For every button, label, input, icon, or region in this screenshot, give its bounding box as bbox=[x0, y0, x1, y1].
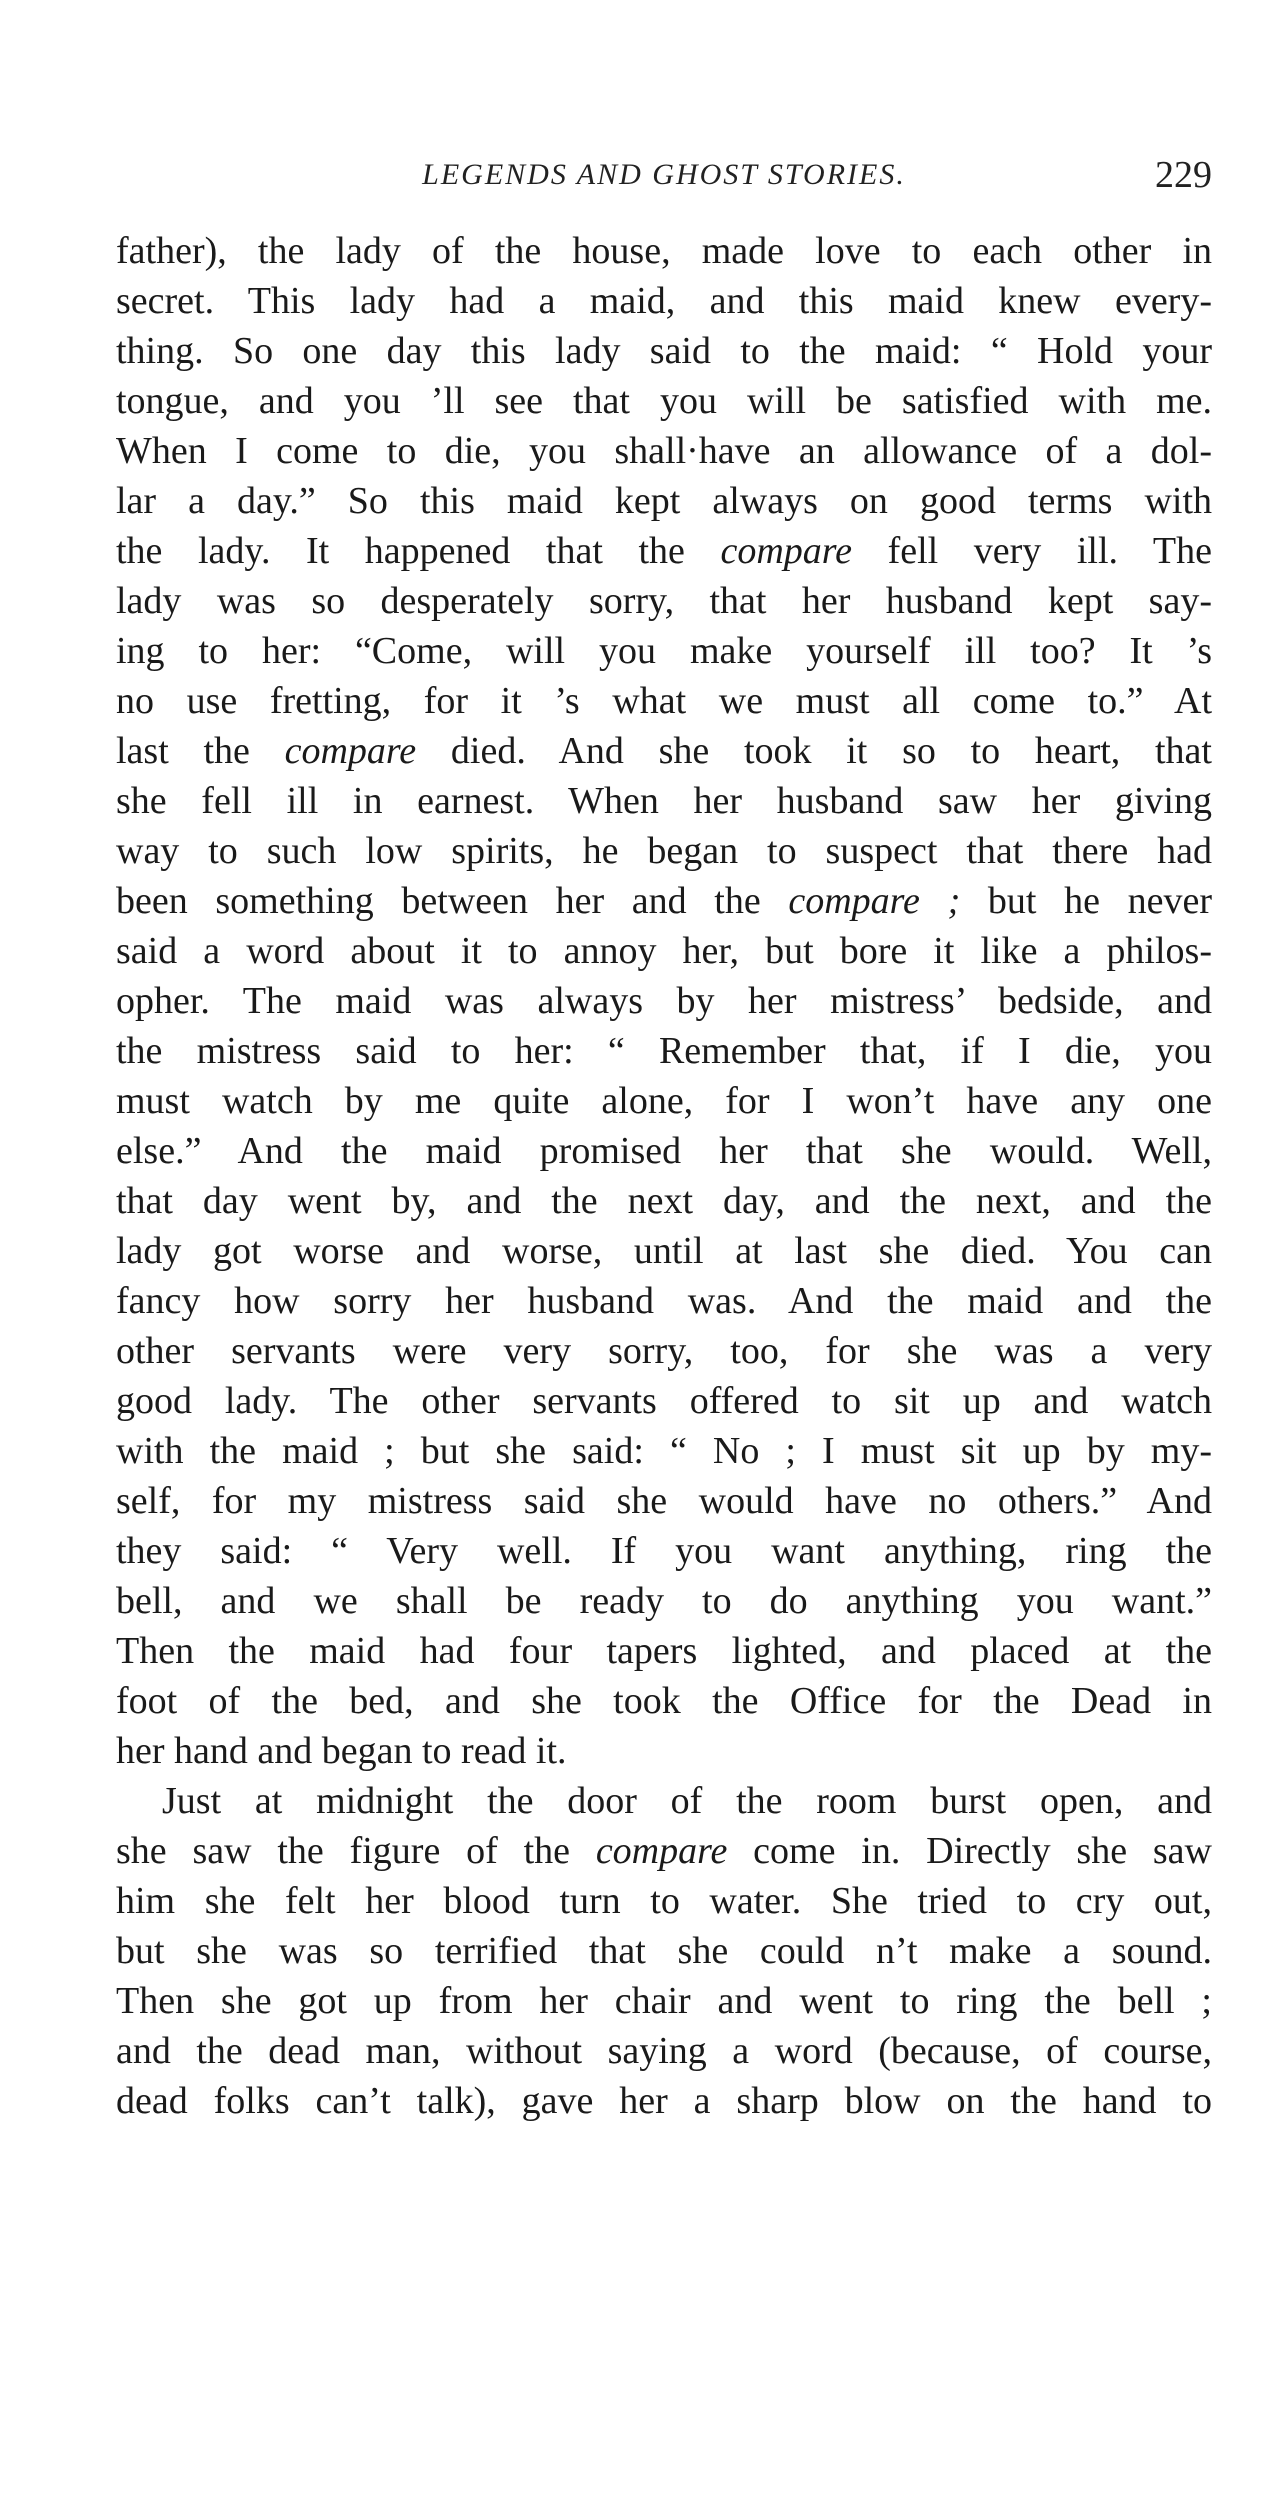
text-line bbox=[116, 1426, 1212, 1476]
text-line bbox=[116, 276, 1212, 326]
text-segment: died. And she took it so to heart, that bbox=[416, 730, 1212, 772]
text-segment: him she felt her blood turn to water. She tried to cry out, bbox=[116, 1880, 1212, 1922]
text-segment: Then she got up from her chair and went to ring the bell ; bbox=[116, 1980, 1212, 2022]
text-segment: fell very ill. The bbox=[852, 530, 1212, 572]
text-segment: with the maid ; but she said: “ No ; I must sit up by my- bbox=[116, 1430, 1212, 1472]
text-line bbox=[116, 426, 1212, 476]
text-segment: bell, and we shall be ready to do anything you want.” bbox=[116, 1580, 1212, 1622]
text-segment: ing to her: “Come, will you make yourself ill too? It ’s bbox=[116, 630, 1212, 672]
text-line bbox=[116, 1726, 1212, 1776]
text-segment: no use fretting, for it ’s what we must all come to.” At bbox=[116, 680, 1212, 722]
italic-word: compare ; bbox=[788, 880, 961, 922]
text-line bbox=[116, 1626, 1212, 1676]
running-head bbox=[116, 150, 1212, 200]
text-segment: but he never bbox=[960, 880, 1212, 922]
text-line bbox=[116, 1776, 1212, 1826]
text-segment: lady was so desperately sorry, that her husband kept say- bbox=[116, 580, 1212, 622]
text-line bbox=[116, 1376, 1212, 1426]
text-line bbox=[116, 526, 1212, 576]
text-line bbox=[116, 1126, 1212, 1176]
text-segment: must watch by me quite alone, for I won’t have any one bbox=[116, 1080, 1212, 1122]
text-line bbox=[116, 1026, 1212, 1076]
text-line bbox=[116, 2076, 1212, 2126]
text-segment: the lady. It happened that the bbox=[116, 530, 721, 572]
text-line bbox=[116, 1476, 1212, 1526]
text-segment: other servants were very sorry, too, for she was a very bbox=[116, 1330, 1212, 1372]
text-segment: opher. The maid was always by her mistress’ bedside, and bbox=[116, 980, 1212, 1022]
text-segment: she fell ill in earnest. When her husband saw her giving bbox=[116, 780, 1212, 822]
text-line bbox=[116, 926, 1212, 976]
text-line bbox=[116, 1226, 1212, 1276]
text-segment: and the dead man, without saying a word (because, of course, bbox=[116, 2030, 1212, 2072]
text-segment: the mistress said to her: “ Remember that, if I die, you bbox=[116, 1030, 1212, 1072]
page-number: 229 bbox=[1155, 154, 1212, 196]
text-line bbox=[116, 626, 1212, 676]
text-segment: thing. So one day this lady said to the maid: “ Hold your bbox=[116, 330, 1212, 372]
text-line bbox=[116, 676, 1212, 726]
text-segment: come in. Directly she saw bbox=[727, 1830, 1212, 1872]
text-line bbox=[116, 976, 1212, 1026]
text-segment: she saw the figure of the bbox=[116, 1830, 596, 1872]
text-segment: else.” And the maid promised her that she would. Well, bbox=[116, 1130, 1212, 1172]
body-text bbox=[116, 226, 1212, 2126]
text-segment: father), the lady of the house, made love to each other in bbox=[116, 230, 1212, 272]
text-segment: said a word about it to annoy her, but bore it like a philos- bbox=[116, 930, 1212, 972]
text-segment: lady got worse and worse, until at last she died. You can bbox=[116, 1230, 1212, 1272]
text-line bbox=[116, 726, 1212, 776]
text-line bbox=[116, 1976, 1212, 2026]
text-line bbox=[116, 476, 1212, 526]
text-segment: fancy how sorry her husband was. And the maid and the bbox=[116, 1280, 1212, 1322]
text-line bbox=[116, 1926, 1212, 1976]
text-line bbox=[116, 1526, 1212, 1576]
text-segment: Just at midnight the door of the room burst open, and bbox=[162, 1780, 1212, 1822]
text-segment: When I come to die, you shall·have an allowance of a dol- bbox=[116, 430, 1212, 472]
text-line bbox=[116, 876, 1212, 926]
running-title: LEGENDS AND GHOST STORIES. bbox=[422, 158, 906, 191]
italic-word: compare bbox=[720, 530, 853, 572]
text-line bbox=[116, 1876, 1212, 1926]
text-segment: that day went by, and the next day, and the next, and the bbox=[116, 1180, 1212, 1222]
text-line bbox=[116, 776, 1212, 826]
text-segment: they said: “ Very well. If you want anything, ring the bbox=[116, 1530, 1212, 1572]
text-line bbox=[116, 1676, 1212, 1726]
text-segment: dead folks can’t talk), gave her a sharp blow on the hand to bbox=[116, 2080, 1212, 2122]
text-segment: way to such low spirits, he began to suspect that there had bbox=[116, 830, 1212, 872]
text-line bbox=[116, 326, 1212, 376]
text-line bbox=[116, 226, 1212, 276]
text-segment: been something between her and the bbox=[116, 880, 789, 922]
text-segment: but she was so terrified that she could n’t make a sound. bbox=[116, 1930, 1212, 1972]
text-segment: Then the maid had four tapers lighted, and placed at the bbox=[116, 1630, 1212, 1672]
text-segment: secret. This lady had a maid, and this maid knew every- bbox=[116, 280, 1212, 322]
italic-word: compare bbox=[284, 730, 417, 772]
text-segment: tongue, and you ’ll see that you will be satisfied with me. bbox=[116, 380, 1212, 422]
text-line bbox=[116, 576, 1212, 626]
text-line bbox=[116, 1826, 1212, 1876]
text-line bbox=[116, 826, 1212, 876]
text-segment: her hand and began to read it. bbox=[116, 1730, 567, 1772]
text-line bbox=[116, 1176, 1212, 1226]
text-line bbox=[116, 1326, 1212, 1376]
text-segment: foot of the bed, and she took the Office for the Dead in bbox=[116, 1680, 1212, 1722]
text-segment: lar a day.” So this maid kept always on good terms with bbox=[116, 480, 1212, 522]
text-line bbox=[116, 376, 1212, 426]
text-line bbox=[116, 2026, 1212, 2076]
text-segment: good lady. The other servants offered to sit up and watch bbox=[116, 1380, 1212, 1422]
text-line bbox=[116, 1576, 1212, 1626]
text-line bbox=[116, 1276, 1212, 1326]
text-segment: last the bbox=[116, 730, 285, 772]
text-segment: self, for my mistress said she would have no others.” And bbox=[116, 1480, 1212, 1522]
italic-word: compare bbox=[595, 1830, 728, 1872]
text-line bbox=[116, 1076, 1212, 1126]
